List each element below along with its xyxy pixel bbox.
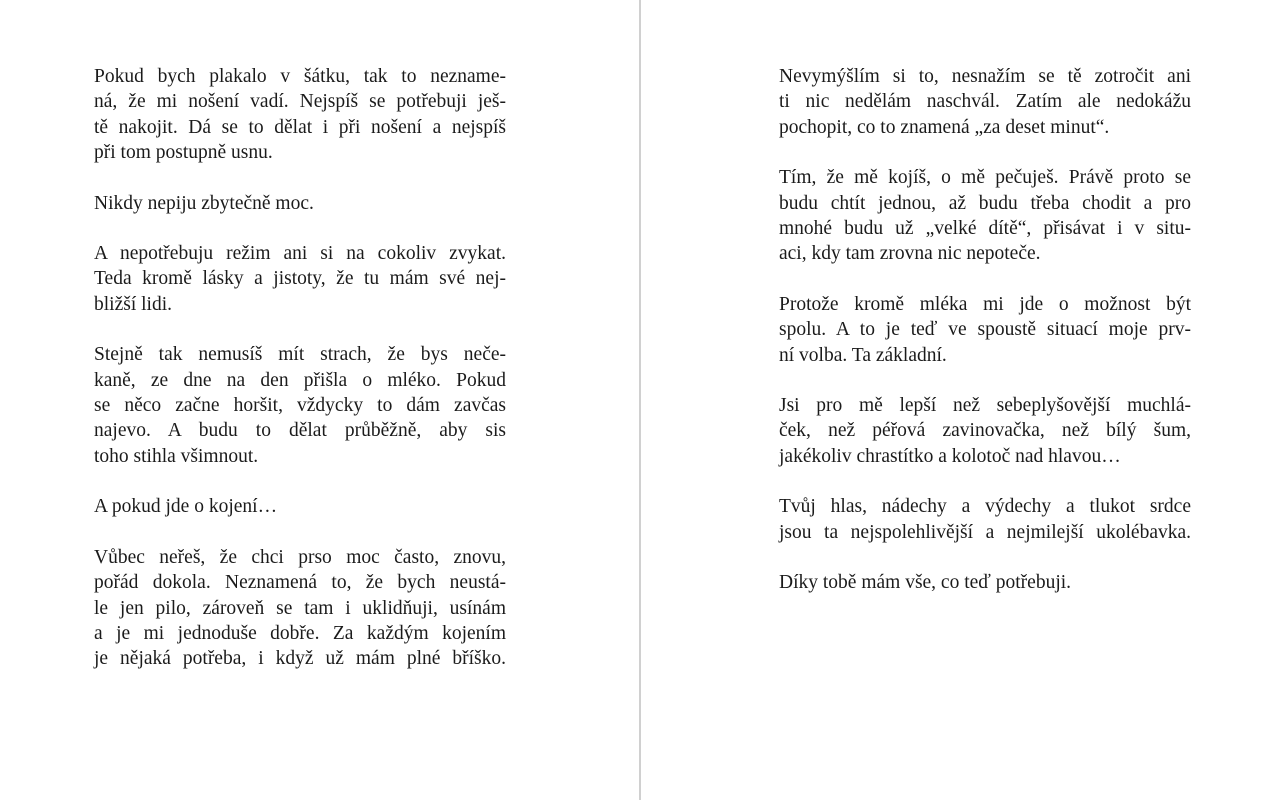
text-line: spolu. A to je teď ve spoustě situací moje prv- [779, 319, 1191, 341]
text-line: kaně, ze dne na den přišla o mléko. Pokud [94, 369, 506, 391]
paragraph [94, 342, 506, 469]
text-line: Protože kromě mléka mi jde o možnost být [779, 293, 1191, 315]
text-line: Nikdy nepiju zbytečně moc. [94, 192, 314, 214]
text-line: Pokud bych plakalo v šátku, tak to nezname- [94, 66, 506, 87]
text-line: Tím, že mě kojíš, o mě pečuješ. Právě proto se [779, 167, 1191, 189]
paragraph [779, 570, 1191, 595]
text-line: Tvůj hlas, nádechy a výdechy a tlukot srdce [779, 496, 1191, 518]
text-line: jakékoliv chrastítko a kolotoč nad hlavou… [779, 445, 1121, 467]
text-line: aci, kdy tam zrovna nic nepoteče. [779, 243, 1041, 265]
paragraph [94, 64, 506, 166]
page-gutter-divider [639, 0, 641, 800]
left-page [94, 64, 506, 697]
text-line: A nepotřebuju režim ani si na cokoliv zvykat. [94, 243, 506, 265]
text-line: jsou ta nejspolehlivější a nejmilejší ukolébavka. [779, 521, 1191, 543]
text-line: je nějaká potřeba, i když už mám plné bříško. [94, 648, 506, 670]
right-page [779, 64, 1191, 621]
text-line: Díky tobě mám vše, co teď potřebuji. [779, 572, 1072, 594]
text-line: le jen pilo, zároveň se tam i uklidňuji, usínám [94, 597, 506, 619]
text-line: bližší lidi. [94, 293, 172, 315]
paragraph [94, 545, 506, 672]
text-line: A pokud jde o kojení… [94, 496, 278, 518]
text-line: Teda kromě lásky a jistoty, že tu mám své nej- [94, 268, 506, 290]
text-line: najevo. A budu to dělat průběžně, aby sis [94, 420, 506, 442]
text-line: budu chtít jednou, až budu třeba chodit a pro [779, 192, 1191, 214]
text-line: mnohé budu už „velké dítě“, přisávat i v situ- [779, 218, 1191, 240]
paragraph [94, 191, 506, 216]
text-line: ní volba. Ta základní. [779, 344, 947, 366]
paragraph [779, 494, 1191, 545]
paragraph [779, 292, 1191, 368]
paragraph [94, 494, 506, 519]
text-line: tě nakojit. Dá se to dělat i při nošení a nejspíš [94, 116, 506, 138]
paragraph [779, 64, 1191, 140]
text-line: ček, než péřová zavinovačka, než bílý šum, [779, 420, 1191, 442]
text-line: ti nic nedělám naschvál. Zatím ale nedokážu [779, 91, 1191, 113]
text-line: se něco začne horšit, vždycky to dám zavčas [94, 395, 506, 417]
text-line: ná, že mi nošení vadí. Nejspíš se potřebuji ješ- [94, 91, 506, 113]
text-line: Nevymýšlím si to, nesnažím se tě zotročit ani [779, 66, 1191, 87]
paragraph [779, 393, 1191, 469]
paragraph [94, 241, 506, 317]
text-line: pochopit, co to znamená „za deset minut“. [779, 116, 1110, 138]
paragraph [779, 165, 1191, 267]
text-line: a je mi jednoduše dobře. Za každým kojením [94, 622, 506, 644]
text-line: Jsi pro mě lepší než sebeplyšovější muchlá- [779, 395, 1191, 417]
text-line: Stejně tak nemusíš mít strach, že bys neče- [94, 344, 506, 366]
text-line: toho stihla všimnout. [94, 445, 259, 467]
text-line: Vůbec neřeš, že chci prso moc často, znovu, [94, 546, 506, 568]
text-line: při tom postupně usnu. [94, 142, 273, 164]
text-line: pořád dokola. Neznamená to, že bych neustá- [94, 572, 506, 594]
